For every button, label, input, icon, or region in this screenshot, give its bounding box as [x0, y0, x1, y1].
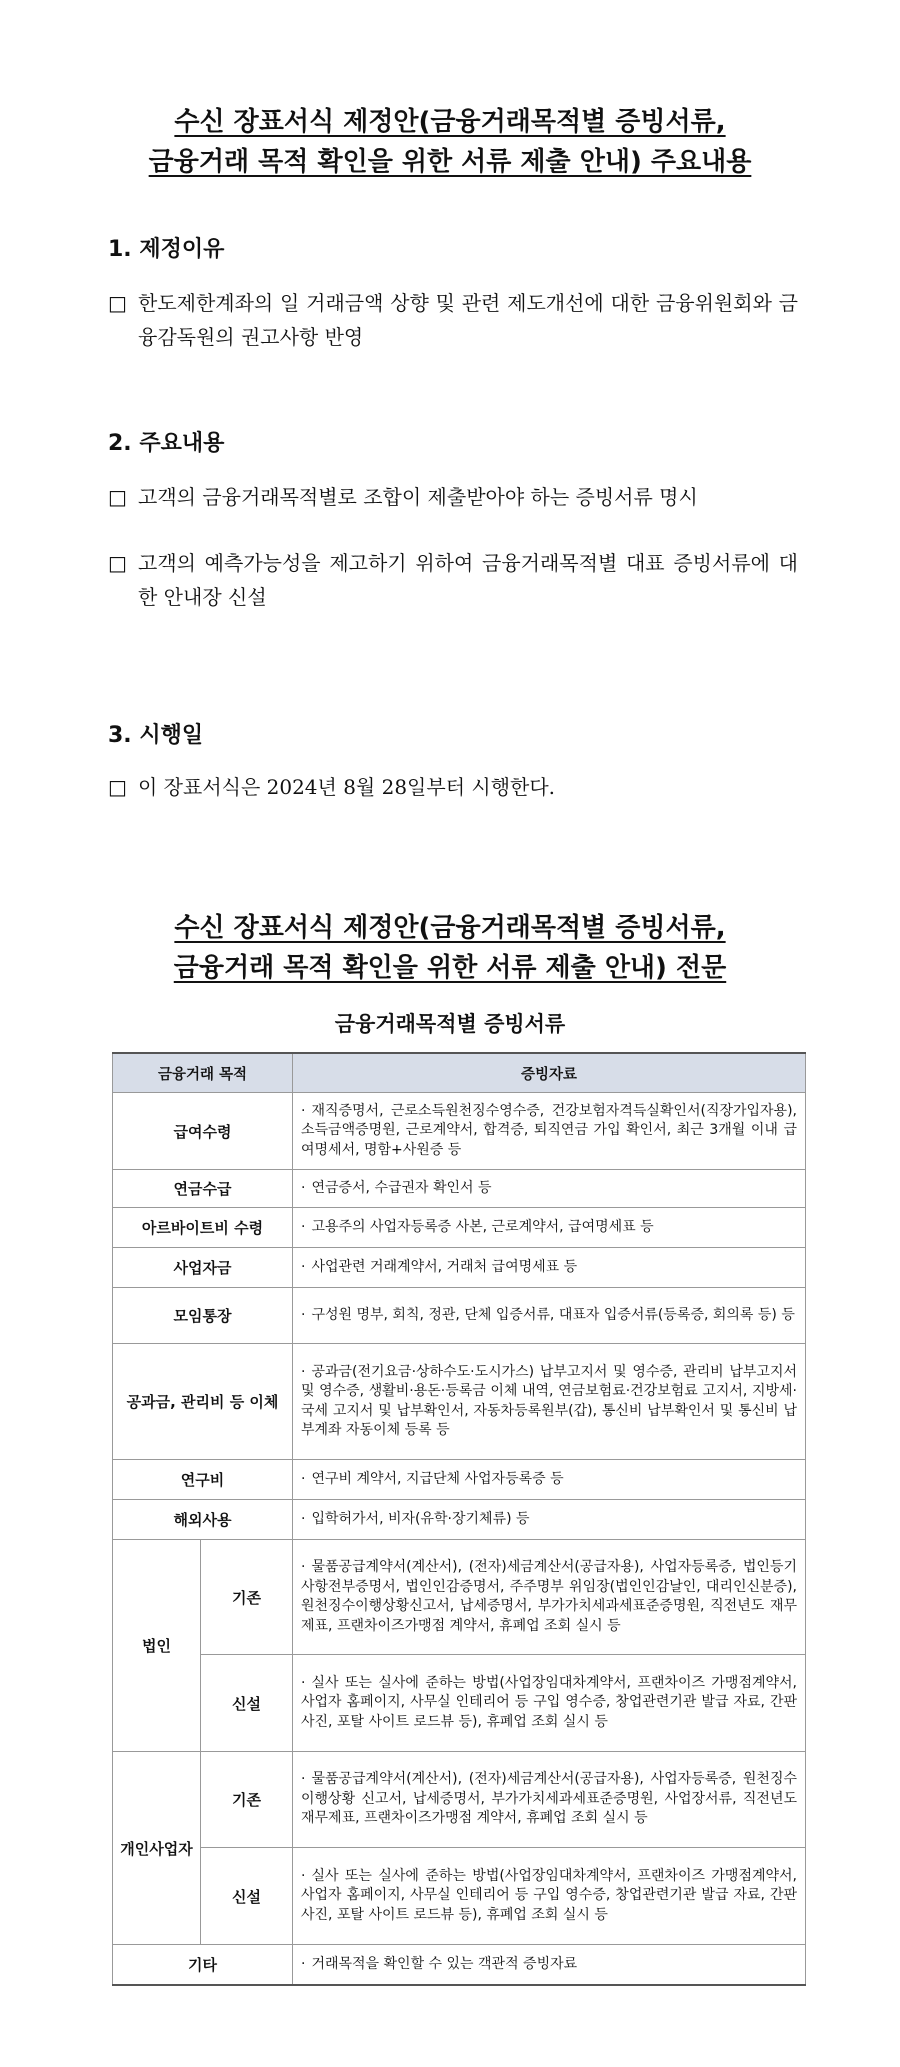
fulltext-title-line1: 수신 장표서식 제정안(금융거래목적별 증빙서류,: [174, 913, 726, 943]
purpose-cell: 연구비: [113, 1460, 293, 1500]
summary-title-line2: 금융거래 목적 확인을 위한 서류 제출 안내) 주요내용: [148, 147, 752, 177]
purpose-cell: 사업자금: [113, 1248, 293, 1288]
purpose-cell: 급여수령: [113, 1093, 293, 1170]
corporate-new-label: 신설: [201, 1655, 293, 1752]
main-item-2: [108, 546, 798, 614]
table-row: [113, 1248, 806, 1288]
evidence-cell: · 연구비 계약서, 지급단체 사업자등록증 등: [293, 1460, 806, 1500]
purpose-cell: 모임통장: [113, 1288, 293, 1344]
header-evidence: 증빙자료: [293, 1053, 806, 1093]
checkbox-icon: □: [108, 485, 127, 509]
individual-new-label: 신설: [201, 1848, 293, 1945]
purpose-cell: 기타: [113, 1945, 293, 1985]
individual-label: 개인사업자: [113, 1752, 201, 1945]
evidence-cell: · 고용주의 사업자등록증 사본, 근로계약서, 급여명세표 등: [293, 1208, 806, 1248]
reason-item-text: 한도제한계좌의 일 거래금액 상향 및 관련 제도개선에 대한 금융위원회와 금융감독원의 권고사항 반영: [138, 291, 798, 349]
effective-item: [108, 770, 798, 804]
effective-item-text: 이 장표서식은 2024년 8월 28일부터 시행한다.: [138, 775, 556, 799]
checkbox-icon: □: [108, 775, 127, 799]
evidence-cell: · 입학허가서, 비자(유학·장기체류) 등: [293, 1500, 806, 1540]
table-row: [113, 1460, 806, 1500]
evidence-cell: · 구성원 명부, 회칙, 정관, 단체 입증서류, 대표자 입증서류(등록증, 회의록 등) 등: [293, 1288, 806, 1344]
evidence-cell: · 실사 또는 실사에 준하는 방법(사업장임대차계약서, 프랜차이즈 가맹점계약서, 사업자 홈페이지, 사무실 인테리어 등 구입 영수증, 창업관련기관 발급 자료, 간판사진, 포탈 사이트 로드뷰 등), 휴폐업 조회 실시 등: [293, 1655, 806, 1752]
table-row: [113, 1344, 806, 1460]
table-row: [113, 1288, 806, 1344]
table-row: [113, 1848, 806, 1945]
individual-existing-label: 기존: [201, 1752, 293, 1848]
evidence-table: [112, 1052, 806, 1986]
main-item-2-text: 고객의 예측가능성을 제고하기 위하여 금융거래목적별 대표 증빙서류에 대한 안내장 신설: [138, 551, 798, 609]
evidence-cell: · 실사 또는 실사에 준하는 방법(사업장임대차계약서, 프랜차이즈 가맹점계약서, 사업자 홈페이지, 사무실 인테리어 등 구입 영수증, 창업관련기관 발급 자료, 간판사진, 포탈 사이트 로드뷰 등), 휴폐업 조회 실시 등: [293, 1848, 806, 1945]
reason-item: [108, 286, 798, 354]
table-row: [113, 1208, 806, 1248]
table-row: [113, 1752, 806, 1848]
summary-title-line1: 수신 장표서식 제정안(금융거래목적별 증빙서류,: [174, 107, 726, 137]
evidence-cell: · 사업관련 거래계약서, 거래처 급여명세표 등: [293, 1248, 806, 1288]
corporate-existing-label: 기존: [201, 1540, 293, 1655]
header-purpose: 금융거래 목적: [113, 1053, 293, 1093]
evidence-cell: · 공과금(전기요금·상하수도·도시가스) 납부고지서 및 영수증, 관리비 납부고지서 및 영수증, 생활비·용돈·등록금 이체 내역, 연금보험료·건강보험료 고지서, 지방세·국세 고지서 및 납부확인서, 자동차등록원부(갑), 통신비 납부확인서 및 통신비 납부계좌 자동이체 등록 등: [293, 1344, 806, 1460]
table-header-row: [113, 1053, 806, 1093]
purpose-cell: 아르바이트비 수령: [113, 1208, 293, 1248]
checkbox-icon: □: [108, 551, 127, 575]
table-row: [113, 1500, 806, 1540]
corporate-label: 법인: [113, 1540, 201, 1752]
evidence-cell: · 연금증서, 수급권자 확인서 등: [293, 1170, 806, 1208]
main-item-1-text: 고객의 금융거래목적별로 조합이 제출받아야 하는 증빙서류 명시: [138, 485, 698, 509]
evidence-cell: · 물품공급계약서(계산서), (전자)세금계산서(공급자용), 사업자등록증, 법인등기사항전부증명서, 법인인감증명서, 주주명부 위임장(법인인감날인, 대리인신분증), 원천징수이행상황신고서, 납세증명서, 부가가치세과세표준증명원, 직전년도 재무제표, 프랜차이즈가맹점 계약서, 휴폐업 조회 실시 등: [293, 1540, 806, 1655]
purpose-cell: 연금수급: [113, 1170, 293, 1208]
evidence-cell: · 거래목적을 확인할 수 있는 객관적 증빙자료: [293, 1945, 806, 1985]
table-row: [113, 1655, 806, 1752]
checkbox-icon: □: [108, 291, 127, 315]
evidence-cell: · 물품공급계약서(계산서), (전자)세금계산서(공급자용), 사업자등록증, 원천징수이행상황 신고서, 납세증명서, 부가가치세과세표준증명원, 사업장서류, 직전년도 재무제표, 프랜차이즈가맹점 계약서, 휴폐업 조회 실시 등: [293, 1752, 806, 1848]
purpose-cell: 공과금, 관리비 등 이체: [113, 1344, 293, 1460]
table-row: [113, 1540, 806, 1655]
evidence-cell: · 재직증명서, 근로소득원천징수영수증, 건강보험자격득실확인서(직장가입자용), 소득금액증명원, 근로계약서, 합격증, 퇴직연금 가입 확인서, 최근 3개월 이내 급여명세서, 명함+사원증 등: [293, 1093, 806, 1170]
section-heading-main: 2. 주요내용: [108, 431, 225, 456]
main-item-1: [108, 480, 798, 514]
fulltext-title-line2: 금융거래 목적 확인을 위한 서류 제출 안내) 전문: [173, 953, 727, 983]
summary-title: [0, 102, 900, 182]
table-row: [113, 1170, 806, 1208]
table-subtitle: 금융거래목적별 증빙서류: [334, 1012, 566, 1036]
section-heading-effective: 3. 시행일: [108, 723, 204, 748]
purpose-cell: 해외사용: [113, 1500, 293, 1540]
table-row: [113, 1945, 806, 1985]
section-heading-reason: 1. 제정이유: [108, 237, 225, 262]
fulltext-title: [0, 908, 900, 988]
table-row: [113, 1093, 806, 1170]
